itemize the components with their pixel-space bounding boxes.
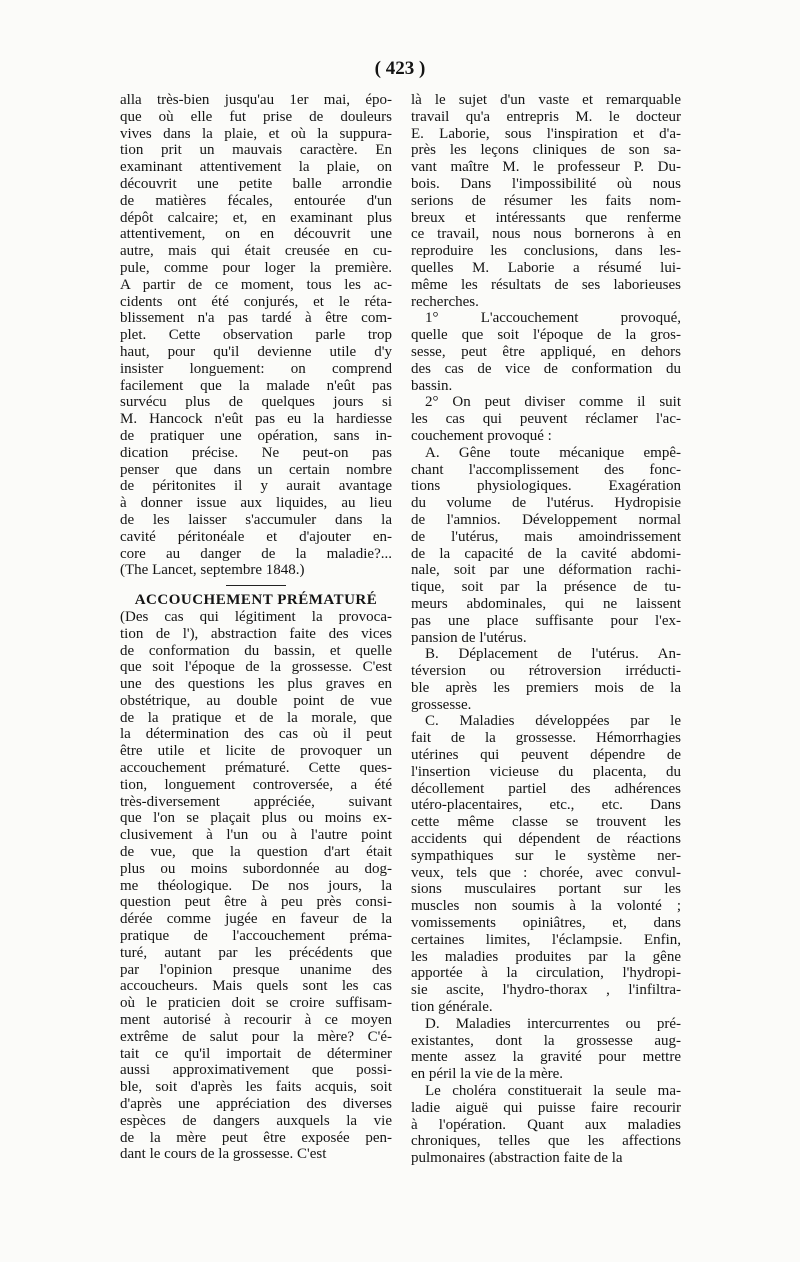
text-line: être utile et licite de provoquer un bbox=[120, 743, 392, 760]
text-line: B. Déplacement de l'utérus. An- bbox=[425, 646, 681, 663]
text-line: D. Maladies intercurrentes ou pré- bbox=[425, 1015, 681, 1032]
text-line: de l'utérus, mais amoindrissement bbox=[411, 528, 681, 545]
text-line: tait ce qu'il importait de déterminer bbox=[120, 1045, 392, 1062]
text-line: core au danger de la maladie?... bbox=[120, 545, 392, 562]
text-line: espèces de dangers auxquels la vie bbox=[120, 1112, 392, 1129]
text-line: ce travail, nous nous bornerons à en bbox=[411, 226, 681, 243]
text-line: cavité péritonéale et d'ajouter en- bbox=[120, 528, 392, 545]
text-line: tique, soit par la présence de tu- bbox=[411, 579, 681, 596]
text-line: une des questions les plus graves en bbox=[120, 676, 392, 693]
text-line: des cas de vice de conformation du bbox=[411, 360, 681, 377]
paragraph-laborie-intro bbox=[411, 92, 681, 310]
text-line: plet. Cette observation parle trop bbox=[120, 327, 392, 344]
text-line: insister longuement: on comprend bbox=[120, 360, 392, 377]
text-line: extrême de salut pour la mère? C'é- bbox=[120, 1028, 392, 1045]
text-line: de matières fécales, entourée d'un bbox=[120, 192, 392, 209]
text-line: l'insertion vicieuse du placenta, du bbox=[411, 763, 681, 780]
text-line: fait de la grossesse. Hémorrhagies bbox=[411, 730, 681, 747]
text-line: vives dans la plaie, et où la suppura- bbox=[120, 125, 392, 142]
text-line: M. Hancock n'eût pas eu la hardiesse bbox=[120, 411, 392, 428]
text-line: du volume de l'utérus. Hydropisie bbox=[411, 495, 681, 512]
text-line: de la mère peut être exposée pen- bbox=[120, 1129, 392, 1146]
text-line: très-diversement appréciée, suivant bbox=[120, 793, 392, 810]
text-line: de péritonites il y aurait avantage bbox=[120, 478, 392, 495]
text-line: de conformation du bassin, et quelle bbox=[120, 642, 392, 659]
text-line: existantes, dont la grossesse aug- bbox=[411, 1032, 681, 1049]
text-line: ble après les premiers mois de la bbox=[411, 679, 681, 696]
text-line: bassin. bbox=[411, 377, 453, 394]
text-line: que l'on se plaçait plus ou moins ex- bbox=[120, 810, 392, 827]
text-line: sie ascite, l'hydro-thorax , l'infiltra- bbox=[411, 982, 681, 999]
text-line: ladie aiguë qui puisse faire recourir bbox=[411, 1099, 681, 1116]
text-line: aussi approximativement que possi- bbox=[120, 1062, 392, 1079]
text-line: travail qu'a entrepris M. le docteur bbox=[411, 108, 681, 125]
text-line: tions physiologiques. Exagération bbox=[411, 478, 681, 495]
text-line: penser que dans un certain nombre bbox=[120, 461, 392, 478]
paragraph-case-c bbox=[411, 713, 681, 1015]
text-line: question peut être à peu près consi- bbox=[120, 894, 392, 911]
text-line: quelles M. Laborie a résumé lui- bbox=[411, 259, 681, 276]
text-line: blissement n'a pas tardé à être com- bbox=[120, 310, 392, 327]
text-line: de la capacité de la cavité abdomi- bbox=[411, 545, 681, 562]
text-line: ble, soit d'après les faits acquis, soit bbox=[120, 1079, 392, 1096]
text-line: à donner issue aux liquides, au lieu bbox=[120, 495, 392, 512]
text-line: les maladies produites par la gêne bbox=[411, 948, 681, 965]
text-line: facilement que la malade n'eût pas bbox=[120, 377, 392, 394]
section-divider bbox=[226, 585, 286, 586]
text-line: accidents qui dépendent de réactions bbox=[411, 831, 681, 848]
text-line: pas une place suffisante pour l'ex- bbox=[411, 612, 681, 629]
text-line: découvrit une petite balle arrondie bbox=[120, 175, 392, 192]
paragraph-premature-delivery bbox=[120, 609, 392, 1163]
paragraph-conclusion-1 bbox=[411, 310, 681, 394]
text-line: utérines qui peuvent dépendre de bbox=[411, 747, 681, 764]
text-line: accoucheurs. Mais quels sont les cas bbox=[120, 978, 392, 995]
text-line: dant le cours de la grossesse. C'est bbox=[120, 1146, 327, 1163]
paragraph-case-b bbox=[411, 646, 681, 713]
text-line: là le sujet d'un vaste et remarquable bbox=[411, 92, 681, 108]
text-line: E. Laborie, sous l'inspiration et d'a- bbox=[411, 125, 681, 142]
paragraph-case-a bbox=[411, 445, 681, 647]
text-line: reproduire les conclusions, dans les- bbox=[411, 243, 681, 260]
text-line: tion de l'), abstraction faite des vices bbox=[120, 625, 392, 642]
text-line: 2° On peut diviser comme il suit bbox=[425, 394, 681, 411]
text-line: Le choléra constituerait la seule ma- bbox=[425, 1083, 681, 1100]
right-column bbox=[411, 92, 681, 1167]
text-line: pratique de l'accouchement préma- bbox=[120, 928, 392, 945]
text-line: de pratiquer une opération, sans in- bbox=[120, 427, 392, 444]
text-line: cidents ont été conjurés, et le réta- bbox=[120, 293, 392, 310]
text-line: dication précise. Ne peut-on pas bbox=[120, 444, 392, 461]
text-line: C. Maladies développées par le bbox=[425, 713, 681, 730]
text-line: utéro-placentaires, etc., etc. Dans bbox=[411, 797, 681, 814]
text-line: que soit l'époque de la grossesse. C'est bbox=[120, 659, 392, 676]
text-line: chant l'accomplissement des fonc- bbox=[411, 461, 681, 478]
text-line: en péril la vie de la mère. bbox=[411, 1066, 564, 1083]
text-line: meurs abdominales, qui ne laissent bbox=[411, 595, 681, 612]
text-line: plus ou moins subordonnée au dog- bbox=[120, 860, 392, 877]
text-line: serions de résumer les faits nom- bbox=[411, 192, 681, 209]
text-line: grossesse. bbox=[411, 696, 472, 713]
text-line: obstétrique, au double point de vue bbox=[120, 692, 392, 709]
text-line: (The Lancet, septembre 1848.) bbox=[120, 562, 305, 579]
text-line: autre, mais qui était creusée en cu- bbox=[120, 243, 392, 260]
text-line: ment autorisé à recourir à ce moyen bbox=[120, 1012, 392, 1029]
text-line: turé, autant par les précédents que bbox=[120, 944, 392, 961]
text-line: tion, longuement controversée, a été bbox=[120, 776, 392, 793]
text-line: de vue, que la question d'art était bbox=[120, 844, 392, 861]
text-line: décollement partiel des adhérences bbox=[411, 780, 681, 797]
text-line: examinant attentivement la plaie, on bbox=[120, 159, 392, 176]
text-line: attentivement, on en découvrit une bbox=[120, 226, 392, 243]
text-line: A. Gêne toute mécanique empê- bbox=[425, 444, 681, 461]
text-line: alla très-bien jusqu'au 1er mai, épo- bbox=[120, 92, 392, 108]
text-line: sions musculaires portant sur les bbox=[411, 881, 681, 898]
paragraph-lancet-case bbox=[120, 92, 392, 579]
text-line: clusivement à l'un ou à l'autre point bbox=[120, 827, 392, 844]
text-line: pule, comme pour loger la première. bbox=[120, 259, 392, 276]
text-line: (Des cas qui légitiment la provoca- bbox=[120, 608, 392, 625]
text-line: A partir de ce moment, tous les ac- bbox=[120, 276, 392, 293]
section-heading: ACCOUCHEMENT PRÉMATURÉ bbox=[134, 592, 378, 609]
text-line: apportée à la circulation, l'hydropi- bbox=[411, 965, 681, 982]
text-line: breux et intéressants que renferme bbox=[411, 209, 681, 226]
text-line: les cas qui peuvent réclamer l'ac- bbox=[411, 411, 681, 428]
text-line: couchement provoqué : bbox=[411, 427, 552, 444]
text-line: quelle que soit l'époque de la gros- bbox=[411, 327, 681, 344]
text-line: survécu plus de quelques jours si bbox=[120, 394, 392, 411]
text-line: muscles non soumis à la volonté ; bbox=[411, 898, 681, 915]
text-line: à l'opération. Quant aux maladies bbox=[411, 1116, 681, 1133]
text-line: de les laisser s'accumuler dans la bbox=[120, 511, 392, 528]
text-line: sesse, peut être appliqué, en dehors bbox=[411, 343, 681, 360]
text-line: dérée comme jugée en faveur de la bbox=[120, 911, 392, 928]
text-line: téversion ou rétroversion irréducti- bbox=[411, 663, 681, 680]
text-line: que où elle fut prise de douleurs bbox=[120, 108, 392, 125]
text-line: me théologique. De nos jours, la bbox=[120, 877, 392, 894]
text-line: par l'opinion presque unanime des bbox=[120, 961, 392, 978]
text-line: accouchement prématuré. Cette ques- bbox=[120, 760, 392, 777]
paragraph-conclusion-2 bbox=[411, 394, 681, 444]
text-line: veux, tels que : chorée, avec convul- bbox=[411, 864, 681, 881]
text-line: nale, soit par une déformation rachi- bbox=[411, 562, 681, 579]
text-line: haut, pour qu'il devienne utile d'y bbox=[120, 343, 392, 360]
text-line: même les résultats de ses laborieuses bbox=[411, 276, 681, 293]
text-line: 1° L'accouchement provoqué, bbox=[425, 310, 681, 327]
page-number: ( 423 ) bbox=[374, 58, 426, 79]
text-line: sympathiques sur le système ner- bbox=[411, 847, 681, 864]
text-line: pansion de l'utérus. bbox=[411, 629, 527, 646]
text-line: où le praticien doit se croire suffisam- bbox=[120, 995, 392, 1012]
text-line: tion générale. bbox=[411, 999, 493, 1016]
text-line: d'après une appréciation des diverses bbox=[120, 1096, 392, 1113]
text-line: vomissements opiniâtres, et, dans bbox=[411, 915, 681, 932]
text-line: certaines limites, l'éclampsie. Enfin, bbox=[411, 931, 681, 948]
paragraph-cholera bbox=[411, 1083, 681, 1167]
text-line: de l'amnios. Développement normal bbox=[411, 511, 681, 528]
text-line: près les leçons cliniques de son sa- bbox=[411, 142, 681, 159]
text-line: mente assez la gravité pour mettre bbox=[411, 1049, 681, 1066]
text-line: la détermination des cas où il peut bbox=[120, 726, 392, 743]
text-line: de la pratique et de la morale, que bbox=[120, 709, 392, 726]
text-line: tion prit un mauvais caractère. En bbox=[120, 142, 392, 159]
left-column bbox=[120, 92, 392, 1163]
text-line: vant maître M. le professeur P. Du- bbox=[411, 159, 681, 176]
text-line: bois. Dans l'impossibilité où nous bbox=[411, 175, 681, 192]
paragraph-case-d bbox=[411, 1016, 681, 1083]
text-line: recherches. bbox=[411, 293, 479, 310]
text-line: dépôt calcaire; et, en examinant plus bbox=[120, 209, 392, 226]
text-line: pulmonaires (abstraction faite de la bbox=[411, 1150, 623, 1167]
text-line: cette même classe se trouvent les bbox=[411, 814, 681, 831]
text-line: chroniques, telles que les affections bbox=[411, 1133, 681, 1150]
